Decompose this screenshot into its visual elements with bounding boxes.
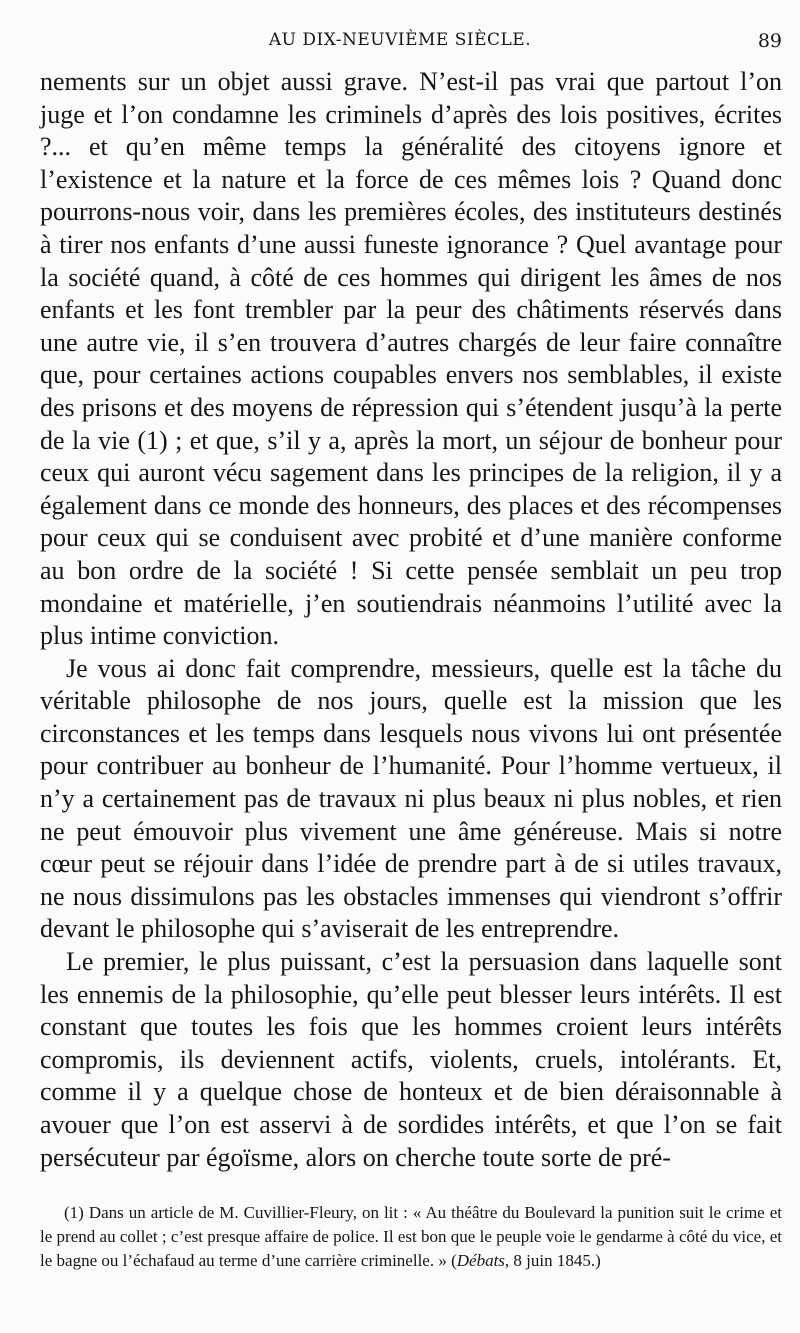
paragraph-continued: nements sur un objet aussi grave. N’est-il pas vrai que partout l’on juge et l’on condamne les criminels d’après des lois positives, écrites ?... et qu’en même temps la généralité des citoyens ignore et l’existence et la nature et la force de ces mêmes lois ? Quand donc pourrons-nous voir, dans les premières écoles, des instituteurs destinés à tirer nos enfants d’une aussi funeste ignorance ? Quel avantage pour la société quand, à côté de ces hommes qui dirigent les âmes de nos enfants et les font trembler par la peur des châtiments réservés dans une autre vie, il s’en trouvera d’autres chargés de leur faire connaître que, pour certaines actions coupables envers nos semblables, il existe des prisons et des moyens de répression qui s’étendent jusqu’à la perte de la vie (1) ; et que, s’il y a, après la mort, un séjour de bonheur pour ceux qui auront vécu sagement dans les principes de la religion, il y a également dans ce monde des honneurs, des places et des récompenses pour ceux qui se conduisent avec probité et d’une manière conforme au bon ordre de la société ! Si cette pensée semblait un peu trop mondaine et matérielle, j’en soutiendrais néanmoins l’utilité avec la plus intime conviction. xyxy=(40,67,782,651)
page-number: 89 xyxy=(757,30,782,52)
paragraph: Je vous ai donc fait comprendre, messieurs, quelle est la tâche du véritable philosophe de nos jours, quelle est la mission que les circonstances et les temps dans lesquels nous vivons lui ont présentée pour contribuer au bonheur de l’humanité. Pour l’homme vertueux, il n’y a certainement pas de travaux ni plus beaux ni plus nobles, et rien ne peut émouvoir plus vivement une âme généreuse. Mais si notre cœur peut se réjouir dans l’idée de prendre part à de si utiles travaux, ne nous dissimulons pas les obstacles immenses qui viendront s’offrir devant le philosophe qui s’aviserait de les entreprendre. xyxy=(40,653,782,944)
running-header xyxy=(0,30,800,58)
body-text xyxy=(40,66,782,1174)
paragraph: Le premier, le plus puissant, c’est la persuasion dans laquelle sont les ennemis de la philosophie, qu’elle peut blesser leurs intérêts. Il est constant que toutes les fois que les hommes croient leurs intérêts compromis, ils deviennent actifs, violents, cruels, intolérants. Et, comme il y a quelque chose de honteux et de bien déraisonnable à avouer que l’on est asservi à de sordides intérêts, et que l’on se fait persécuteur par égoïsme, alors on cherche toute sorte de pré- xyxy=(40,947,782,1172)
footnote-source: Débats xyxy=(456,1251,505,1270)
footnote xyxy=(40,1201,782,1273)
footnote-text: (1) Dans un article de M. Cuvillier-Fleury, on lit : « Au théâtre du Boulevard la punition suit le crime et le prend au collet ; c’est presque affaire de police. Il est bon que le peuple voie le gendarme à côté du vice, et le bagne ou l’échafaud au terme d’une carrière criminelle. » ( xyxy=(40,1203,782,1270)
running-title: AU DIX-NEUVIÈME SIÈCLE. xyxy=(268,30,532,50)
footnote-date: , 8 juin 1845.) xyxy=(504,1251,601,1270)
